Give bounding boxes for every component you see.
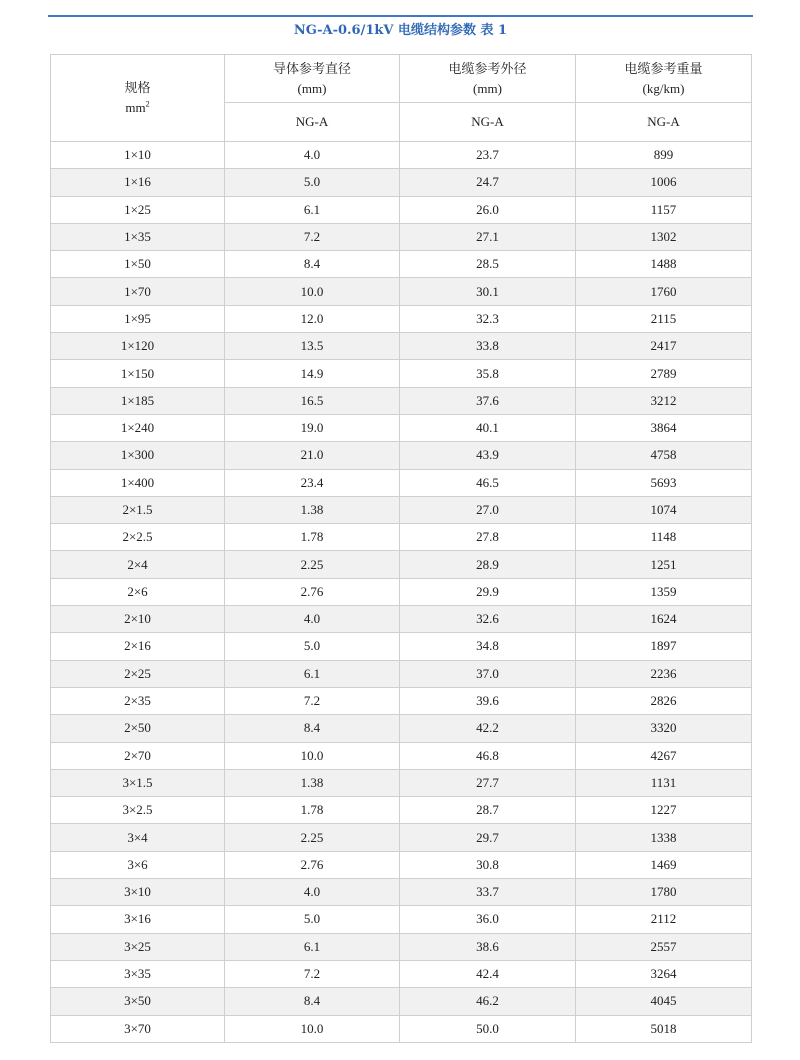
cable-diameter-cell: 27.0 [400,496,576,523]
table-row [51,960,752,987]
table-row [51,824,752,851]
cable-diameter-cell: 37.6 [400,387,576,414]
cable-weight-cell: 1760 [576,278,752,305]
cable-diameter-cell: 30.1 [400,278,576,305]
conductor-diameter-cell: 8.4 [225,251,400,278]
spec-cell: 3×50 [51,988,225,1015]
spec-cell: 1×400 [51,469,225,496]
spec-cell: 1×95 [51,305,225,332]
table-row [51,278,752,305]
spec-cell: 2×1.5 [51,496,225,523]
cable-weight-cell: 4267 [576,742,752,769]
spec-cell: 2×25 [51,660,225,687]
cable-weight-cell: 5018 [576,1015,752,1042]
spec-cell: 2×70 [51,742,225,769]
conductor-diameter-cell: 16.5 [225,387,400,414]
title-rule [48,15,753,17]
spec-cell: 1×25 [51,196,225,223]
table-row [51,851,752,878]
cable-weight-cell: 1338 [576,824,752,851]
table-row [51,633,752,660]
cable-weight-cell: 899 [576,142,752,169]
cable-diameter-cell: 46.2 [400,988,576,1015]
table-row [51,414,752,441]
table-row [51,933,752,960]
table-title: NG-A-0.6/1kV 电缆结构参数 表 1 [293,23,508,38]
cable-diameter-cell: 32.3 [400,305,576,332]
table-row [51,169,752,196]
spec-label: 规格 [124,80,151,95]
spec-unit [51,98,224,118]
conductor-diameter-cell: 1.78 [225,524,400,551]
cable-weight-cell: 4758 [576,442,752,469]
cable-diameter-cell: 24.7 [400,169,576,196]
conductor-diameter-cell: 8.4 [225,715,400,742]
cable-weight-cell: 1131 [576,769,752,796]
cable-weight-cell: 1227 [576,797,752,824]
spec-cell: 1×185 [51,387,225,414]
cable-weight-cell: 3320 [576,715,752,742]
cable-diameter-cell: 50.0 [400,1015,576,1042]
conductor-diameter-title: 导体参考直径 [272,60,351,76]
table-row [51,333,752,360]
conductor-diameter-cell: 7.2 [225,687,400,714]
cable-diameter-cell: 23.7 [400,142,576,169]
table-row [51,769,752,796]
spec-cell: 1×240 [51,414,225,441]
cable-diameter-cell: 40.1 [400,414,576,441]
table-row [51,687,752,714]
cable-diameter-cell: 27.7 [400,769,576,796]
cable-weight-cell: 3264 [576,960,752,987]
cable-weight-cell: 2236 [576,660,752,687]
table-row [51,496,752,523]
conductor-diameter-cell: 14.9 [225,360,400,387]
conductor-diameter-cell: 4.0 [225,142,400,169]
cable-weight-cell: 1302 [576,223,752,250]
spec-cell: 1×150 [51,360,225,387]
cable-diameter-cell: 35.8 [400,360,576,387]
cable-diameter-cell: 28.7 [400,797,576,824]
spec-cell: 1×300 [51,442,225,469]
conductor-diameter-cell: 6.1 [225,933,400,960]
cable-diameter-cell: 28.9 [400,551,576,578]
cable-weight-cell: 1469 [576,851,752,878]
cable-weight-cell: 1074 [576,496,752,523]
conductor-diameter-cell: 13.5 [225,333,400,360]
cable-diameter-cell: 42.2 [400,715,576,742]
conductor-diameter-cell: 6.1 [225,660,400,687]
cable-weight-cell: 2789 [576,360,752,387]
spec-cell: 1×70 [51,278,225,305]
conductor-diameter-cell: 10.0 [225,742,400,769]
table-row [51,387,752,414]
table-row [51,742,752,769]
spec-cell: 3×2.5 [51,797,225,824]
table-row [51,551,752,578]
spec-cell: 2×35 [51,687,225,714]
spec-cell: 2×2.5 [51,524,225,551]
conductor-diameter-cell: 2.25 [225,824,400,851]
spec-cell: 3×10 [51,879,225,906]
spec-cell: 3×16 [51,906,225,933]
conductor-diameter-cell: 19.0 [225,414,400,441]
cable-diameter-cell: 38.6 [400,933,576,960]
conductor-diameter-cell: 10.0 [225,1015,400,1042]
spec-cell: 3×1.5 [51,769,225,796]
conductor-diameter-cell: 1.38 [225,496,400,523]
table-row [51,142,752,169]
cable-weight-cell: 1780 [576,879,752,906]
table-row [51,223,752,250]
spec-cell: 3×6 [51,851,225,878]
cable-weight-cell: 3212 [576,387,752,414]
cable-diameter-cell: 43.9 [400,442,576,469]
conductor-diameter-unit: (mm) [297,80,327,96]
conductor-diameter-cell: 2.25 [225,551,400,578]
table-row [51,879,752,906]
cable-diameter-cell: 32.6 [400,606,576,633]
cable-weight-cell: 1897 [576,633,752,660]
cable-diameter-cell: 46.8 [400,742,576,769]
conductor-diameter-cell: 7.2 [225,223,400,250]
cable-weight-cell: 2115 [576,305,752,332]
cable-diameter-cell: 27.8 [400,524,576,551]
table-row [51,988,752,1015]
cable-weight-cell: 4045 [576,988,752,1015]
conductor-diameter-cell: 2.76 [225,578,400,605]
cable-weight-header [576,55,752,103]
conductor-diameter-cell: 4.0 [225,606,400,633]
cable-diameter-unit: (mm) [473,80,502,96]
table-row [51,469,752,496]
cable-diameter-cell: 28.5 [400,251,576,278]
cable-diameter-cell: 26.0 [400,196,576,223]
spec-cell: 2×50 [51,715,225,742]
table-row [51,606,752,633]
conductor-diameter-header [225,55,400,103]
cable-weight-cell: 1006 [576,169,752,196]
cable-weight-cell: 2112 [576,906,752,933]
conductor-diameter-cell: 1.38 [225,769,400,796]
cable-diameter-cell: 30.8 [400,851,576,878]
spec-cell: 1×16 [51,169,225,196]
table-row [51,442,752,469]
spec-cell: 3×35 [51,960,225,987]
table-row [51,578,752,605]
table-row [51,797,752,824]
conductor-diameter-cell: 5.0 [225,169,400,196]
cable-weight-cell: 1251 [576,551,752,578]
cable-weight-cell: 1488 [576,251,752,278]
spec-cell: 2×10 [51,606,225,633]
cable-diameter-cell: 42.4 [400,960,576,987]
table-row [51,251,752,278]
cable-weight-cell: 2826 [576,687,752,714]
conductor-diameter-cell: 8.4 [225,988,400,1015]
spec-cell: 1×50 [51,251,225,278]
spec-cell: 1×35 [51,223,225,250]
cable-diameter-header [400,55,576,103]
conductor-diameter-cell: 10.0 [225,278,400,305]
spec-cell: 3×4 [51,824,225,851]
conductor-diameter-cell: 1.78 [225,797,400,824]
table-row [51,906,752,933]
table-row [51,305,752,332]
cable-weight-title: 电缆参考重量 [624,60,703,76]
subheader-cell: NG-A [400,103,576,142]
conductor-diameter-cell: 7.2 [225,960,400,987]
spec-cell: 1×10 [51,142,225,169]
cable-diameter-cell: 33.7 [400,879,576,906]
spec-unit-sup: 2 [145,99,150,109]
cable-weight-unit: (kg/km) [642,80,685,96]
cable-weight-cell: 2417 [576,333,752,360]
subheader-cell: NG-A [225,103,400,142]
table-row [51,660,752,687]
table-row [51,715,752,742]
spec-cell: 2×6 [51,578,225,605]
cable-diameter-cell: 37.0 [400,660,576,687]
cable-weight-cell: 1148 [576,524,752,551]
cable-diameter-cell: 29.7 [400,824,576,851]
cable-diameter-cell: 27.1 [400,223,576,250]
table-row [51,196,752,223]
cable-diameter-cell: 36.0 [400,906,576,933]
spec-cell: 2×16 [51,633,225,660]
conductor-diameter-cell: 5.0 [225,906,400,933]
cable-weight-cell: 2557 [576,933,752,960]
table-row [51,360,752,387]
conductor-diameter-cell: 23.4 [225,469,400,496]
cable-diameter-cell: 34.8 [400,633,576,660]
cable-weight-cell: 5693 [576,469,752,496]
cable-weight-cell: 3864 [576,414,752,441]
cable-diameter-cell: 46.5 [400,469,576,496]
conductor-diameter-cell: 5.0 [225,633,400,660]
cable-weight-cell: 1624 [576,606,752,633]
spec-cell: 1×120 [51,333,225,360]
cable-weight-cell: 1359 [576,578,752,605]
spec-cell: 2×4 [51,551,225,578]
subheader-cell: NG-A [576,103,752,142]
cable-diameter-title: 电缆参考外径 [448,60,527,76]
spec-cell: 3×70 [51,1015,225,1042]
spec-header [51,55,225,142]
cable-diameter-cell: 33.8 [400,333,576,360]
conductor-diameter-cell: 4.0 [225,879,400,906]
cable-diameter-cell: 29.9 [400,578,576,605]
header-row [51,55,752,103]
table-row [51,524,752,551]
cable-parameter-table [50,54,752,1043]
spec-cell: 3×25 [51,933,225,960]
table-row [51,1015,752,1042]
cable-weight-cell: 1157 [576,196,752,223]
conductor-diameter-cell: 6.1 [225,196,400,223]
conductor-diameter-cell: 2.76 [225,851,400,878]
cable-diameter-cell: 39.6 [400,687,576,714]
conductor-diameter-cell: 21.0 [225,442,400,469]
spec-unit-base: mm [125,100,146,115]
conductor-diameter-cell: 12.0 [225,305,400,332]
